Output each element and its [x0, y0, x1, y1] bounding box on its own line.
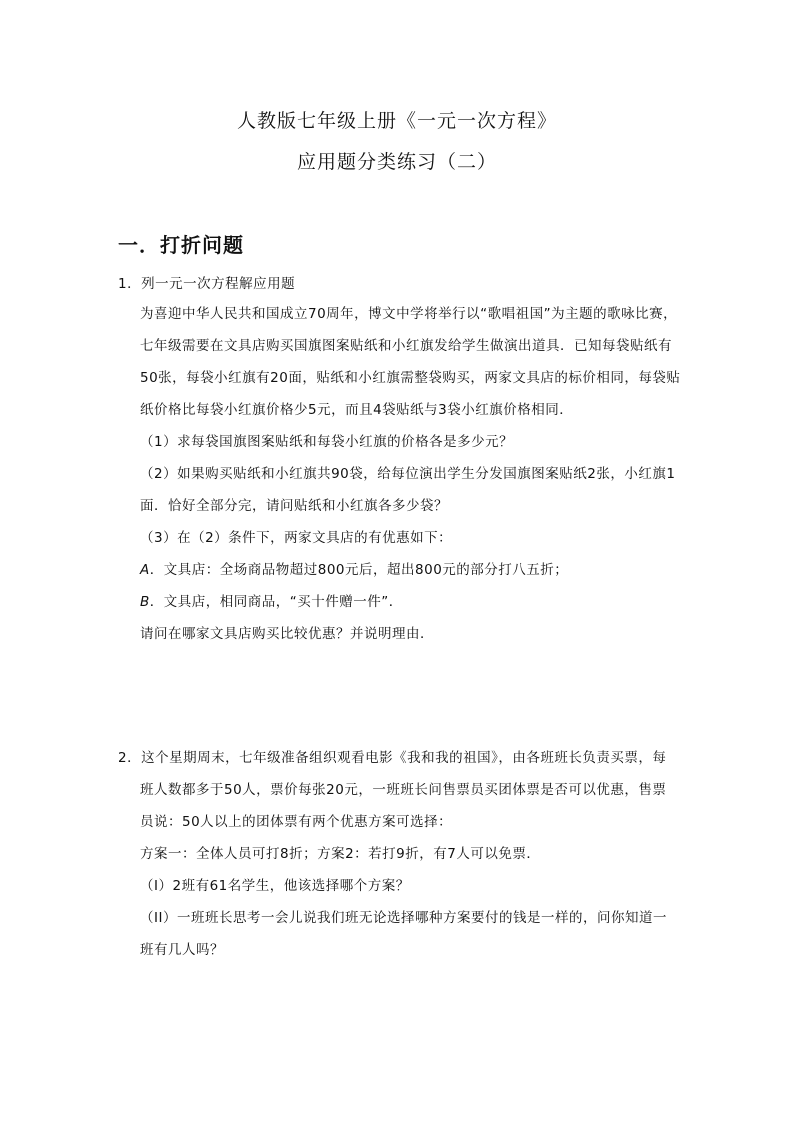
q1-part-1: （1）求每袋国旗图案贴纸和每袋小红旗的价格各是多少元？ [140, 434, 514, 450]
q2-stem-line: 2．这个星期周末，七年级准备组织观看电影《我和我的祖国》，由各班班长负责买票，每 [118, 750, 667, 766]
document-title: 人教版七年级上册《一元一次方程》 [236, 110, 557, 132]
q2-part-2-cont: 班有几人吗？ [140, 942, 224, 958]
q1-final-question: 请问在哪家文具店购买比较优惠？并说明理由． [140, 626, 434, 642]
section-heading: 一．打折问题 [118, 233, 244, 257]
document-subtitle: 应用题分类练习（二） [296, 151, 497, 173]
q2-stem-line: 方案一：全体人员可打8折；方案2：若打9折，有7人可以免票． [140, 846, 541, 862]
option-b-text: ．文具店，相同商品，“买十件赠一件”． [149, 594, 403, 610]
option-b-letter: B [140, 594, 150, 610]
q1-stem-line: 为喜迎中华人民共和国成立70周年，博文中学将举行以“歌唱祖国”为主题的歌咏比赛， [140, 306, 678, 322]
q1-part-2: （2）如果购买贴纸和小红旗共90袋，给每位演出学生分发国旗图案贴纸2张，小红旗1 [140, 466, 676, 482]
q2-part-2: （II）一班班长思考一会儿说我们班无论选择哪种方案要付的钱是一样的，问你知道一 [140, 910, 667, 926]
q1-part-3: （3）在（2）条件下，两家文具店的有优惠如下： [140, 530, 453, 546]
q2-stem-line: 班人数都多于50人，票价每张20元，一班班长问售票员买团体票是否可以优惠，售票 [140, 782, 667, 798]
q1-stem-line: 纸价格比每袋小红旗价格少5元，而且4袋贴纸与3袋小红旗价格相同． [140, 402, 574, 418]
q1-part-2-cont: 面．恰好全部分完，请问贴纸和小红旗各多少袋？ [140, 498, 448, 514]
q1-heading: 1．列一元一次方程解应用题 [118, 276, 296, 292]
q1-option-a [140, 558, 568, 578]
q1-option-b [140, 590, 403, 610]
option-a-letter: A [140, 562, 150, 578]
q1-stem-line: 50张，每袋小红旗有20面，贴纸和小红旗需整袋购买，两家文具店的标价相同，每袋贴 [140, 370, 681, 386]
option-a-text: ．文具店：全场商品物超过800元后，超出800元的部分打八五折； [149, 562, 569, 578]
q2-stem-line: 员说：50人以上的团体票有两个优惠方案可选择： [140, 814, 453, 830]
q2-part-1: （I）2班有61名学生，他该选择哪个方案？ [140, 878, 410, 894]
q1-stem-line: 七年级需要在文具店购买国旗图案贴纸和小红旗发给学生做演出道具．已知每袋贴纸有 [140, 338, 672, 354]
